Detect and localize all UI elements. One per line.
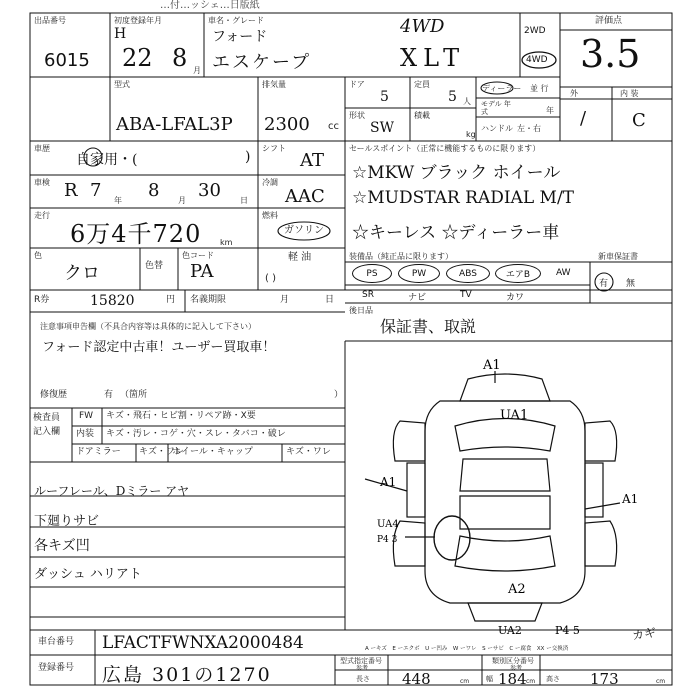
- diagram-mark: A1: [622, 492, 639, 506]
- period-day-unit: 日: [325, 295, 335, 305]
- equipment-label: 装備品（純正品に限ります）: [349, 252, 453, 261]
- dim-class-label: 類別区分番号: [492, 657, 534, 665]
- inspector-label: 検査員: [33, 413, 61, 423]
- inspection-day-unit: 日: [240, 196, 248, 205]
- model-code-label: 型式: [114, 80, 130, 89]
- color-label: 色: [34, 251, 42, 260]
- handwritten-note: 各キズ凹: [34, 538, 90, 554]
- color: クロ: [64, 263, 100, 284]
- usage: 自家用・(: [76, 152, 138, 168]
- first-reg-month: 8: [172, 44, 188, 72]
- import-parallel: 並 行: [530, 84, 549, 93]
- sales-point: ☆キーレス ☆ディーラー車: [352, 223, 560, 243]
- inspection-day: 30: [198, 180, 221, 201]
- dim-ref: 参考: [510, 665, 523, 672]
- first-reg-month-unit: 月: [193, 66, 201, 75]
- fw-label: FW: [79, 411, 94, 421]
- doors-label: ドア: [349, 80, 365, 89]
- score-exterior: /: [580, 108, 587, 129]
- model-code: ABA-LFAL3P: [116, 114, 233, 135]
- dim-type-label: 型式指定番号: [340, 657, 382, 665]
- score-interior: C: [632, 110, 646, 131]
- fuel-paren: ( ): [265, 273, 276, 284]
- diagram-mark: UA1: [500, 408, 529, 423]
- inspection-month-unit: 月: [178, 196, 186, 205]
- load-label: 積載: [414, 111, 430, 120]
- equip-tv: TV: [460, 290, 472, 300]
- mileage-label: 走行: [34, 211, 50, 220]
- new-warranty-label: 新車保証書: [598, 252, 638, 261]
- inspection-year: 7: [90, 180, 102, 201]
- diagram-mark: UA2: [498, 624, 522, 637]
- equip-aw: AW: [556, 268, 571, 278]
- sales-point: ☆MUDSTAR RADIAL M/T: [352, 188, 575, 208]
- fw-items: キズ・飛石・ヒビ割・リペア跡・X要: [106, 411, 256, 421]
- sales-point: ☆MKW ブラック ホイール: [352, 163, 561, 183]
- diagram-mark: カギ: [631, 625, 657, 643]
- fuel-label: 燃料: [262, 211, 278, 220]
- door-mirror-label: ドアミラー: [76, 447, 121, 457]
- model-year-label: モデル 年式: [481, 100, 511, 116]
- drive-handwritten: 4WD: [400, 16, 445, 37]
- diagram-mark: A1: [380, 475, 397, 489]
- equip-navi: ナビ: [408, 293, 427, 303]
- dim-height: 173: [590, 670, 619, 688]
- tax-unit: 円: [166, 295, 176, 305]
- equip-pw: PW: [398, 264, 440, 283]
- wheel-cap-items: キズ・ワレ: [286, 447, 331, 457]
- lot-label: 出品番号: [34, 16, 66, 25]
- new-warranty-no: 無: [626, 279, 636, 289]
- maker: フォード: [212, 29, 268, 45]
- dim-height-unit: cm: [656, 678, 666, 685]
- fuel-other: 軽 油: [288, 252, 312, 263]
- handle-value: 左・右: [517, 124, 541, 133]
- registration-number: 広島 301の1270: [102, 664, 272, 686]
- model-year-unit: 年: [546, 106, 554, 115]
- diagram-mark: A1: [483, 358, 501, 373]
- equip-sr: SR: [362, 290, 374, 300]
- fuel: ガソリン: [284, 225, 324, 236]
- displacement: 2300: [264, 114, 310, 135]
- dim-length-label: 長さ: [356, 675, 370, 683]
- dim-width-unit: cm: [526, 678, 536, 685]
- dim-length-unit: cm: [460, 678, 470, 685]
- handwritten-note: ルーフレール、Dミラー アヤ: [34, 484, 190, 498]
- load-unit: kg: [466, 130, 476, 139]
- inspection-month: 8: [148, 180, 160, 201]
- diagram-mark: P4 5: [555, 624, 580, 637]
- interior-items: キズ・汚レ・コゲ・穴・スレ・タバコ・破レ: [106, 429, 286, 439]
- drive-2wd: 2WD: [524, 26, 546, 36]
- inspection-era: R: [64, 180, 78, 201]
- notes: フォード認定中古車！ユーザー買取車！: [42, 340, 276, 355]
- usage-close: ): [245, 149, 251, 165]
- notes-label: 注意事項申告欄（不具合内容等は具体的に記入して下さい）: [40, 322, 256, 331]
- door-mirror-items: キズ・ワレ: [139, 447, 184, 457]
- capacity-label: 定員: [414, 80, 430, 89]
- mileage-unit: km: [220, 238, 233, 247]
- score-ext-label: 外: [570, 89, 578, 98]
- color-code: PA: [190, 261, 214, 282]
- registration-label: 登録番号: [38, 663, 75, 673]
- period-month-unit: 月: [280, 295, 290, 305]
- first-reg-year: 22: [122, 44, 153, 72]
- dim-ref: 参考: [356, 665, 369, 672]
- inspection-label: 車検: [34, 178, 50, 187]
- equip-airbag: エアB: [495, 264, 541, 283]
- shift: AT: [300, 150, 325, 171]
- header-fragment: …付…ッシェ…日版紙: [160, 0, 260, 11]
- new-warranty-yes: 有: [599, 279, 609, 289]
- score-value: 3.5: [580, 32, 641, 76]
- import-dealer: ディーラー: [482, 84, 522, 93]
- damage-legend: A ーキズ E ーエクボ U ー凹み W ーワレ S ーサビ C ー腐食 XX ー交換済: [365, 646, 569, 652]
- name-grade-label: 車名・グレード: [208, 16, 264, 25]
- score-int-label: 内 装: [620, 89, 639, 98]
- dim-width-label: 幅: [486, 675, 493, 683]
- lot-number: 6015: [44, 50, 90, 71]
- after-parts: 保証書、取説: [380, 317, 477, 336]
- dim-height-label: 高さ: [546, 675, 560, 683]
- handwritten-note: 下廻りサビ: [34, 514, 100, 529]
- dim-width: 184: [498, 670, 527, 688]
- first-reg-era: H: [114, 26, 127, 42]
- mileage: 6万4千720: [70, 220, 202, 248]
- repair-has: 有: [104, 390, 114, 400]
- period-label: 名義期限: [190, 295, 227, 305]
- after-parts-label: 後日品: [349, 306, 373, 315]
- aircon-label: 冷調: [262, 178, 278, 187]
- body-type: SW: [370, 120, 394, 136]
- interior-label: 内装: [76, 429, 95, 439]
- handle-label: ハンドル: [481, 124, 513, 133]
- diagram-mark: UA4: [377, 519, 399, 530]
- chassis-label: 車台番号: [38, 637, 75, 647]
- shift-label: シフト: [262, 144, 286, 153]
- inspection-year-unit: 年: [114, 196, 122, 205]
- usage-label: 車歴: [34, 144, 50, 153]
- inspector-label: 記入欄: [33, 427, 61, 437]
- capacity-unit: 人: [463, 97, 471, 106]
- capacity: 5: [448, 89, 457, 105]
- chassis-number: LFACTFWNXA2000484: [102, 633, 304, 653]
- wheel-cap-label: ホイール・キャップ: [172, 447, 253, 457]
- first-reg-label: 初度登録年月: [114, 16, 162, 25]
- equip-ps: PS: [352, 264, 392, 283]
- score-label: 評価点: [595, 16, 623, 26]
- repair-place: （箇所: [120, 390, 148, 400]
- color-change-label: 色替: [145, 261, 164, 271]
- tax-label: R券: [34, 295, 50, 305]
- diagram-mark: P4 3: [377, 535, 398, 545]
- grade: XLT: [400, 44, 466, 72]
- repair-close: ）: [334, 390, 344, 400]
- dim-length: 448: [402, 670, 431, 688]
- body-type-label: 形状: [349, 111, 365, 120]
- displacement-unit: cc: [328, 121, 339, 132]
- aircon: AAC: [285, 186, 325, 207]
- tax: 15820: [90, 293, 135, 309]
- diagram-mark: A2: [508, 582, 526, 597]
- sales-points-label: セールスポイント（正常に機能するものに限ります）: [349, 144, 541, 153]
- equip-leather: カワ: [506, 293, 525, 303]
- drive-4wd: 4WD: [526, 55, 548, 65]
- handwritten-note: ダッシュ ハリアト: [34, 567, 142, 582]
- displacement-label: 排気量: [262, 80, 286, 89]
- model-name: エスケープ: [212, 52, 312, 73]
- color-code-label: 色コード: [182, 251, 214, 260]
- doors: 5: [380, 89, 389, 105]
- repair-label: 修復歴: [40, 390, 68, 400]
- equip-abs: ABS: [446, 264, 490, 283]
